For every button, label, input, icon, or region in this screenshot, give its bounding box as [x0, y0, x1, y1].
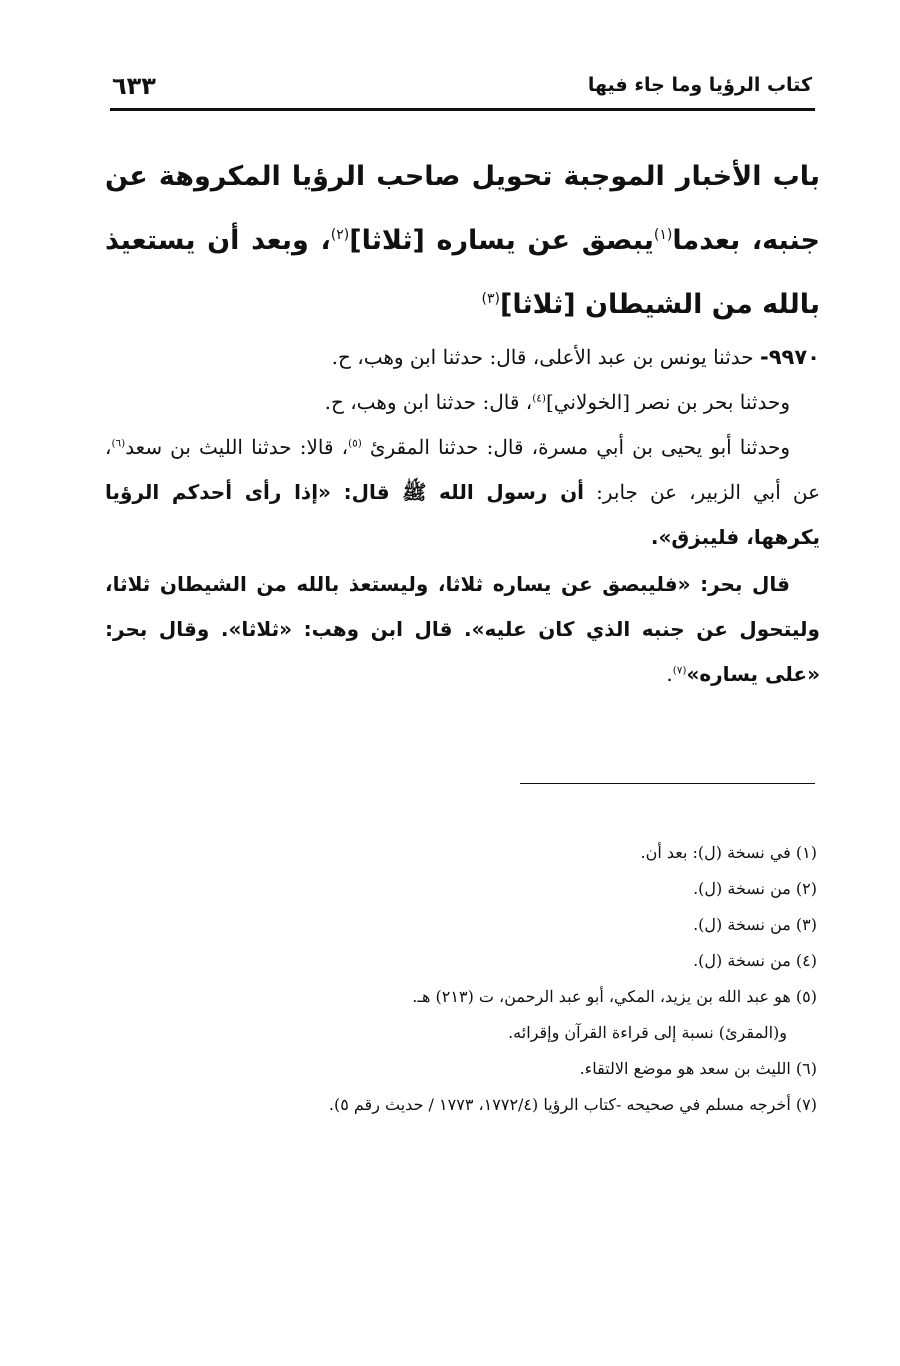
footnotes: [105, 835, 817, 1123]
matn-end: .: [666, 662, 673, 686]
footnote: (٤) من نسخة (ل).: [693, 951, 817, 970]
hadith-matn-paragraph: [105, 562, 820, 697]
footnote-ref-7: (٧): [672, 664, 687, 677]
footnote: (١) في نسخة (ل): بعد أن.: [640, 843, 817, 862]
running-title: كتاب الرؤيا وما جاء فيها: [587, 74, 812, 96]
chapter-heading-text: ، وبعد أن يستعيذ بالله من الشيطان [ثلاثا]: [105, 225, 820, 320]
isnad-text: حدثنا يونس بن عبد الأعلى، قال: حدثنا ابن وهب، ح.: [331, 345, 760, 369]
footnote: (٦) الليث بن سعد هو موضع الالتقاء.: [579, 1059, 817, 1078]
footnote: (٧) أخرجه مسلم في صحيحه -كتاب الرؤيا (١٧٧٢/٤، ١٧٧٣ / حديث رقم ٥).: [328, 1095, 817, 1114]
isnad-text: ، عن أبي الزبير، عن جابر:: [105, 435, 820, 504]
isnad-text: ، قالا: حدثنا الليث بن سعد: [125, 435, 349, 459]
isnad-text: وحدثنا بحر بن نصر [الخولاني]: [545, 390, 790, 414]
footnote-ref-1: (١): [653, 227, 673, 243]
matn-text: قال بحر: «فليبصق عن يساره ثلاثا، وليستعذ بالله من الشيطان ثلاثا، وليتحول عن جنبه الذي كان عليه». قال ابن وهب: «ثلاثا». وقال بحر: «على يساره»: [105, 572, 820, 686]
isnad-text: ، قال: حدثنا ابن وهب، ح.: [324, 390, 533, 414]
page-number: ٦٣٣: [112, 72, 156, 100]
footnote: (٢) من نسخة (ل).: [693, 879, 817, 898]
running-header: [112, 72, 812, 106]
hadith-isnad-line: [105, 335, 820, 380]
chapter-heading-text: يبصق عن يساره [ثلاثا]: [349, 225, 654, 256]
footnote-rule: [520, 783, 815, 784]
hadith-body: [105, 335, 820, 697]
chapter-heading-text: باب الأخبار الموجبة تحويل صاحب الرؤيا المكروهة عن جنبه، بعدما: [105, 161, 820, 256]
footnote: (٥) هو عبد الله بن يزيد، المكي، أبو عبد الرحمن، ت (٢١٣) هـ.: [412, 987, 817, 1006]
hadith-isnad-line: [105, 425, 820, 560]
footnote-ref-5: (٥): [348, 437, 362, 450]
header-rule: [110, 108, 815, 111]
hadith-isnad-line: [105, 380, 820, 425]
isnad-text: وحدثنا أبو يحيى بن أبي مسرة، قال: حدثنا المقرئ: [361, 435, 790, 459]
footnote-ref-2: (٢): [330, 227, 350, 243]
footnote-continuation: و(المقرئ) نسبة إلى قراءة القرآن وإقرائه.: [508, 1023, 787, 1042]
chapter-heading: [105, 145, 820, 337]
footnote-ref-6: (٦): [111, 437, 126, 450]
footnote-ref-3: (٣): [481, 291, 500, 307]
matn-text: أن رسول الله ﷺ قال: «إذا رأى أحدكم الرؤيا يكرهها، فليبزق».: [105, 480, 820, 549]
footnote-ref-4: (٤): [532, 392, 546, 405]
footnote: (٣) من نسخة (ل).: [693, 915, 817, 934]
hadith-number: ٩٩٧٠-: [760, 345, 820, 369]
